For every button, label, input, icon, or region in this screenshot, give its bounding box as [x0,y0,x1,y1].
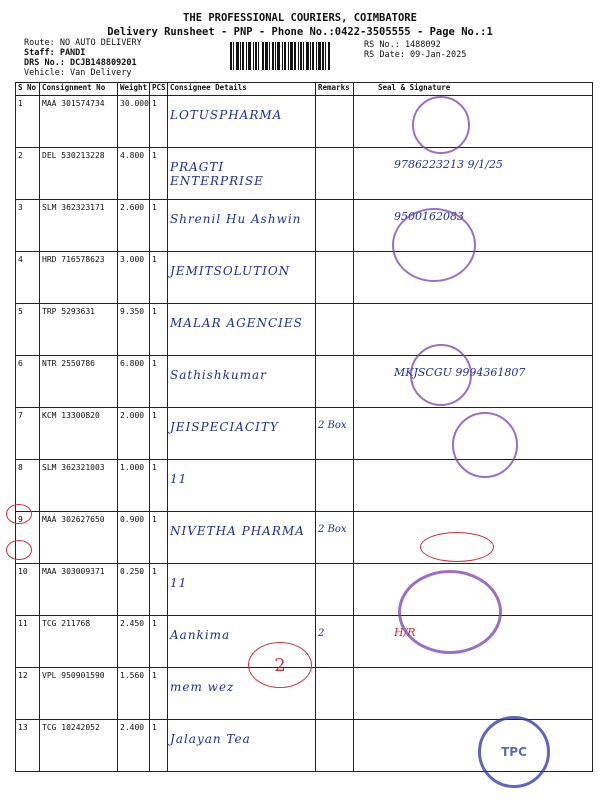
weight-value: 2.400 [118,720,150,772]
pieces-count: 1 [150,200,168,252]
serial-number: 9 [16,512,40,564]
weight-value: 1.560 [118,668,150,720]
consignment-number: TCG 10242052 [40,720,118,772]
company-seal-stamp [410,344,472,406]
pieces-count: 1 [150,356,168,408]
pieces-count: 1 [150,252,168,304]
weight-value: 3.000 [118,252,150,304]
rs-number: RS No.: 1488092 [364,40,441,50]
consignee-details: MALAR AGENCIES [168,304,316,356]
consignee-details: JEISPECIACITY [168,408,316,460]
pieces-count: 1 [150,564,168,616]
seal-signature: H/R [354,616,593,668]
column-header: Consignee Details [168,83,316,96]
consignee-details: PRAGTI ENTERPRISE [168,148,316,200]
consignment-number: DEL 530213228 [40,148,118,200]
column-header: Weight [118,83,150,96]
consignee-details: NIVETHA PHARMA [168,512,316,564]
page-mark: 2 [274,654,286,676]
weight-value: 2.450 [118,616,150,668]
remarks-note: 2 Box [316,512,354,564]
pieces-count: 1 [150,512,168,564]
serial-number: 11 [16,616,40,668]
consignment-number: TCG 211768 [40,616,118,668]
consignee-details: LOTUSPHARMA [168,96,316,148]
serial-number: 4 [16,252,40,304]
weight-value: 4.800 [118,148,150,200]
seal-signature: MKJSCGU 9994361807 [354,356,593,408]
consignment-number: SLM 362323171 [40,200,118,252]
column-header: Seal & Signature [354,83,593,96]
remarks-note [316,720,354,772]
seal-signature: 9500162083 [354,200,593,252]
weight-value: 2.000 [118,408,150,460]
seal-signature [354,668,593,720]
company-seal-stamp [392,208,476,282]
pieces-count: 1 [150,460,168,512]
consignment-number: NTR 2550786 [40,356,118,408]
runsheet-subtitle: Delivery Runsheet - PNP - Phone No.:0422-3505555 - Page No.:1 [107,26,493,38]
table-row [16,304,593,356]
company-seal-stamp [412,96,470,154]
barcode-image [230,42,350,70]
remarks-note [316,200,354,252]
weight-value: 0.250 [118,564,150,616]
column-header: Remarks [316,83,354,96]
route-text: Route: NO AUTO DELIVERY [24,38,142,48]
consignment-number: MAA 303009371 [40,564,118,616]
weight-value: 0.900 [118,512,150,564]
pieces-count: 1 [150,668,168,720]
page-mark-circle [248,642,312,688]
company-seal-stamp [398,570,502,654]
table-row [16,200,593,252]
table-row [16,252,593,304]
weight-value: 2.600 [118,200,150,252]
table-row [16,148,593,200]
serial-number: 2 [16,148,40,200]
remarks-note [316,460,354,512]
serial-number: 6 [16,356,40,408]
tpc-stamp [478,716,550,788]
runsheet-meta-right [364,40,466,60]
company-seal-stamp [452,412,518,478]
staff-text: Staff: PANDI [24,48,86,58]
serial-number: 12 [16,668,40,720]
remarks-note [316,356,354,408]
consignee-details: Aankima [168,616,316,668]
consignment-number: MAA 301574734 [40,96,118,148]
consignee-details: JEMITSOLUTION [168,252,316,304]
weight-value: 30.000 [118,96,150,148]
serial-number: 8 [16,460,40,512]
consignment-number: KCM 13300820 [40,408,118,460]
seal-signature [354,252,593,304]
column-header: S No [16,83,40,96]
weight-value: 1.000 [118,460,150,512]
table-row [16,96,593,148]
table-row [16,512,593,564]
weight-value: 9.350 [118,304,150,356]
consignment-number: HRD 716578623 [40,252,118,304]
serial-number: 10 [16,564,40,616]
consignee-details: 11 [168,460,316,512]
serial-number: 13 [16,720,40,772]
seal-signature: 9786223213 9/1/25 [354,148,593,200]
serial-number: 3 [16,200,40,252]
consignee-details: Sathishkumar [168,356,316,408]
serial-number: 1 [16,96,40,148]
remarks-note: 2 Box [316,408,354,460]
row-highlight-circle [420,532,494,562]
seal-signature [354,720,593,772]
table-row [16,356,593,408]
row-highlight-circle [6,504,32,524]
vehicle-text: Vehicle: Van Delivery [24,68,132,78]
remarks-note: 2 [316,616,354,668]
pieces-count: 1 [150,96,168,148]
remarks-note [316,668,354,720]
column-header: Consignment No [40,83,118,96]
rs-date: RS Date: 09-Jan-2025 [364,50,467,60]
consignee-details: 11 [168,564,316,616]
pieces-count: 1 [150,304,168,356]
tpc-stamp-text: TPC [501,745,527,759]
seal-signature [354,304,593,356]
consignment-number: VPL 950901590 [40,668,118,720]
table-header-row [16,83,593,96]
serial-number: 5 [16,304,40,356]
consignment-number: MAA 302627650 [40,512,118,564]
remarks-note [316,96,354,148]
drs-number: DRS No.: DCJB148809201 [24,58,137,68]
pieces-count: 1 [150,408,168,460]
weight-value: 6.800 [118,356,150,408]
remarks-note [316,304,354,356]
pieces-count: 1 [150,148,168,200]
consignee-details: Jalayan Tea [168,720,316,772]
consignment-number: SLM 362321003 [40,460,118,512]
remarks-note [316,252,354,304]
consignment-number: TRP 5293631 [40,304,118,356]
consignee-details: mem wez [168,668,316,720]
runsheet-meta-left [24,38,142,78]
remarks-note [316,564,354,616]
consignee-details: Shrenil Hu Ashwin [168,200,316,252]
remarks-note [316,148,354,200]
table-row [16,564,593,616]
pieces-count: 1 [150,616,168,668]
company-title: THE PROFESSIONAL COURIERS, COIMBATORE [183,12,417,24]
serial-number: 7 [16,408,40,460]
column-header: PCS [150,83,168,96]
row-highlight-circle [6,540,32,560]
pieces-count: 1 [150,720,168,772]
seal-signature [354,96,593,148]
